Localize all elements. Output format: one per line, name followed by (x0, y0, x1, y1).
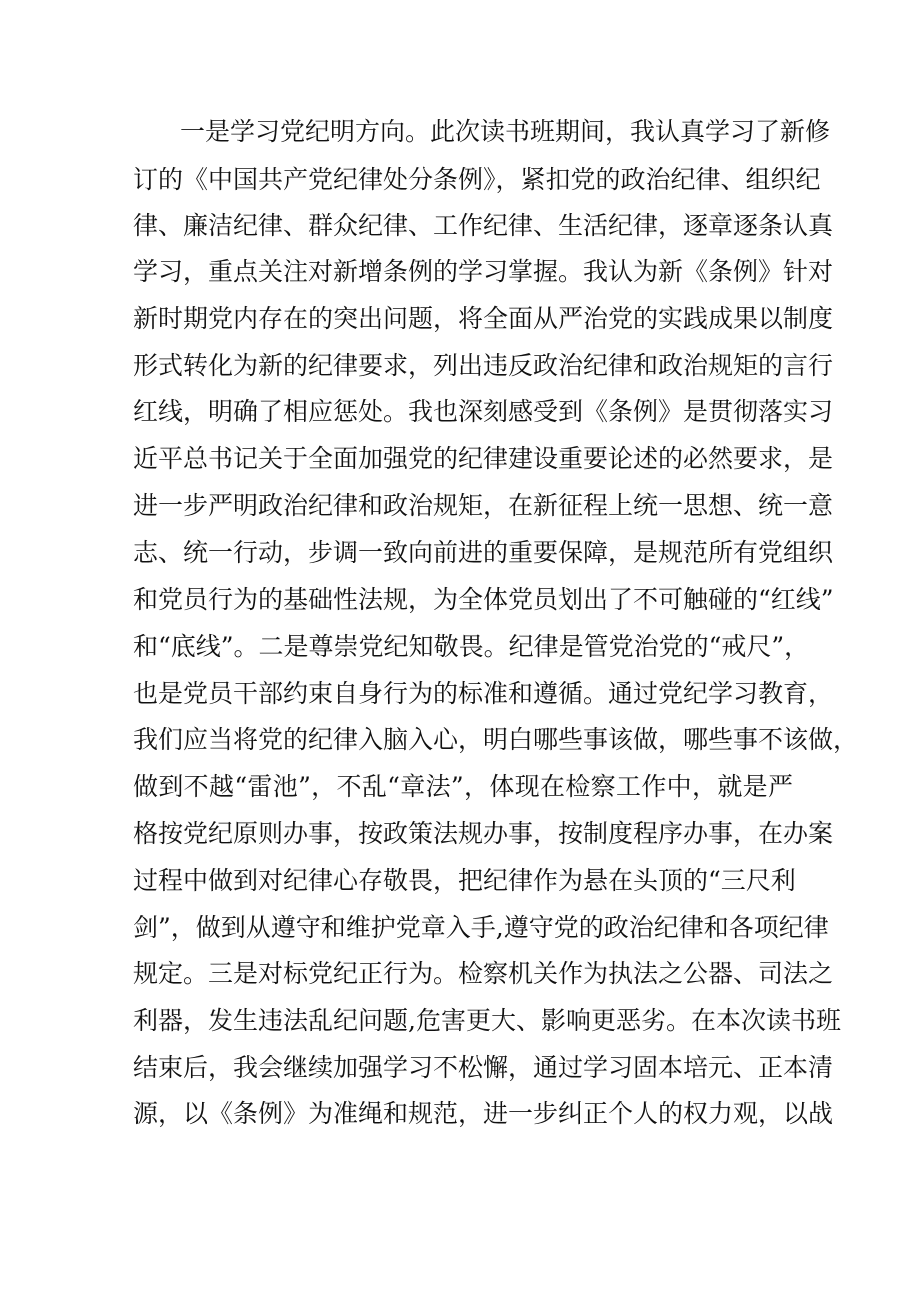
text-line-8: 近平总书记关于全面加强党的纪律建设重要论述的必然要求，是 (133, 444, 834, 473)
text-line-7: 红线，明确了相应惩处。我也深刻感受到《条例》是贯彻落实习 (133, 397, 834, 426)
text-line-17: 过程中做到对纪律心存敬畏，把纪律作为悬在头顶的“三尺利 (133, 866, 796, 895)
text-line-12: 和“底线”。二是尊崇党纪知敬畏。纪律是管党治党的“戒尺”， (133, 632, 810, 661)
text-line-2: 订的《中国共产党纪律处分条例》，紧扣党的政治纪律、组织纪 (133, 165, 821, 194)
text-line-22: 源，以《条例》为准绳和规范，进一步纠正个人的权力观，以战 (133, 1099, 834, 1128)
text-line-14: 我们应当将党的纪律入脑入心，明白哪些事该做，哪些事不该做， (133, 725, 859, 754)
text-line-20: 利器，发生违法乱纪问题,危害更大、影响更恶劣。在本次读书班 (133, 1006, 841, 1035)
text-line-16: 格按党纪原则办事，按政策法规办事，按制度程序办事，在办案 (133, 819, 834, 848)
text-line-21: 结束后，我会继续加强学习不松懈，通过学习固本培元、正本清 (133, 1053, 834, 1082)
text-line-15: 做到不越“雷池”，不乱“章法”，体现在检察工作中，就是严 (133, 772, 793, 801)
text-line-3: 律、廉洁纪律、群众纪律、工作纪律、生活纪律，逐章逐条认真 (133, 211, 834, 240)
text-line-6: 形式转化为新的纪律要求，列出违反政治纪律和政治规矩的言行 (133, 351, 834, 380)
text-line-4: 学习，重点关注对新增条例的学习掌握。我认为新《条例》针对 (133, 257, 834, 286)
text-line-18: 剑”，做到从遵守和维护党章入手,遵守党的政治纪律和各项纪律 (133, 913, 829, 942)
text-line-10: 志、统一行动，步调一致向前进的重要保障，是规范所有党组织 (133, 538, 834, 567)
text-line-5: 新时期党内存在的突出问题，将全面从严治党的实践成果以制度 (133, 304, 834, 333)
text-line-11: 和党员行为的基础性法规，为全体党员划出了不可触碰的“红线” (133, 585, 834, 614)
text-line-1: 一是学习党纪明方向。此次读书班期间，我认真学习了新修 (180, 117, 831, 146)
text-line-19: 规定。三是对标党纪正行为。检察机关作为执法之公器、司法之 (133, 959, 834, 988)
text-line-13: 也是党员干部约束自身行为的标准和遵循。通过党纪学习教育， (133, 679, 834, 708)
text-line-9: 进一步严明政治纪律和政治规矩，在新征程上统一思想、统一意 (133, 491, 834, 520)
